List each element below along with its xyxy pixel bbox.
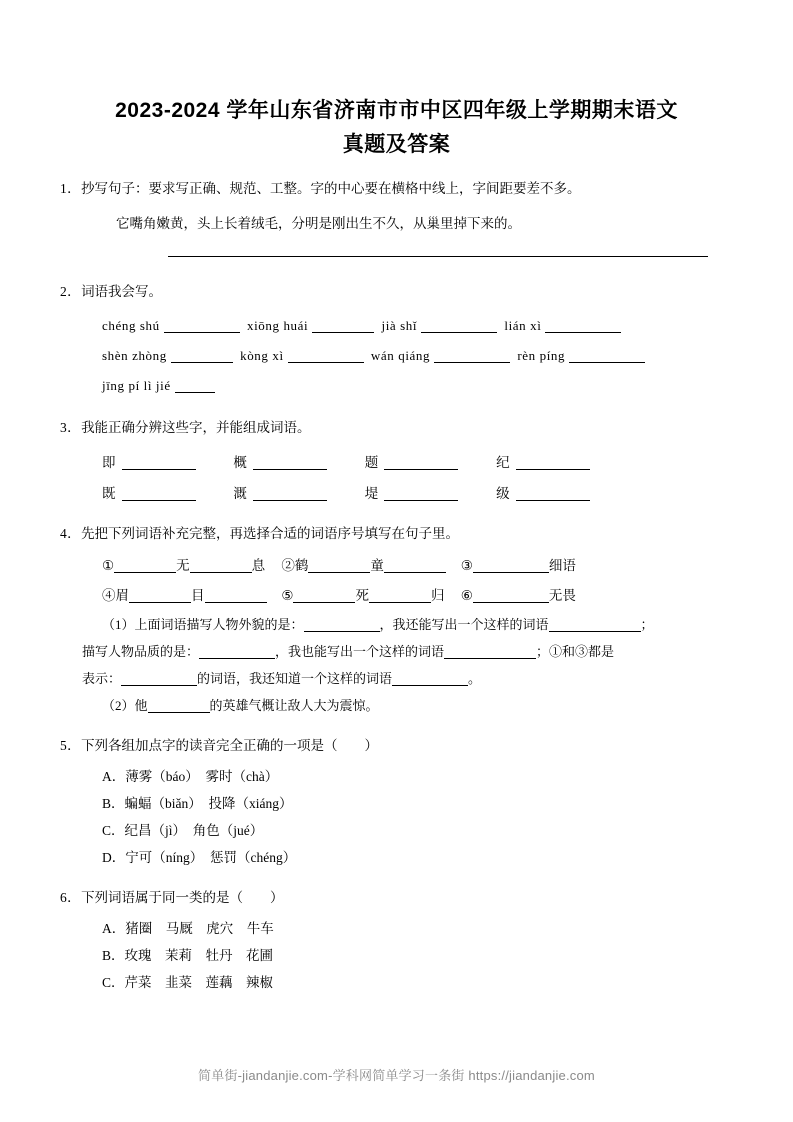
idiom-4-index: ④: [102, 588, 116, 603]
question-6-option-a[interactable]: A．猪圈 马厩 虎穴 牛车: [102, 921, 274, 936]
idiom-3-index: ③: [460, 558, 473, 573]
page-title: [60, 94, 733, 162]
question-5-option-d[interactable]: D．宁可（níng） 惩罚（chéng）: [102, 850, 297, 865]
blank[interactable]: [384, 455, 458, 470]
idiom-1: [102, 551, 278, 581]
idiom-2: [281, 551, 457, 581]
char-cell: [233, 478, 361, 509]
question-5-option-c[interactable]: C．纪昌（jì） 角色（jué）: [102, 823, 264, 838]
blank[interactable]: [253, 486, 327, 501]
question-4-sub-2: [60, 638, 733, 665]
blank[interactable]: [384, 558, 446, 573]
pinyin-chengshu: chéng shú: [102, 318, 160, 333]
char-ji4: 级: [496, 486, 510, 501]
pinyin-shenzhong: shèn zhòng: [102, 348, 167, 363]
char-ti: 题: [364, 455, 379, 470]
question-3-row-2: [60, 478, 733, 509]
blank[interactable]: [164, 318, 240, 333]
question-4-text: 先把下列词语补充完整，再选择合适的词语序号填写在句子里。: [81, 526, 460, 541]
blank[interactable]: [369, 588, 431, 603]
q4-sub4-b: 的英雄气概让敌人大为震惊。: [209, 698, 379, 713]
char-cell: [233, 447, 361, 478]
question-2-text: 词语我会写。: [81, 284, 163, 299]
blank[interactable]: [129, 588, 191, 603]
q4-sub3-a: 表示：: [82, 671, 122, 686]
blank[interactable]: [304, 617, 380, 632]
blank[interactable]: [288, 348, 364, 363]
pinyin-kongxi: kòng xì: [240, 348, 284, 363]
idiom-1-part-3: 息: [251, 558, 266, 573]
idiom-4: [102, 581, 278, 611]
question-2-row-2: [60, 341, 733, 371]
idiom-4-part-2: 目: [191, 588, 205, 603]
idiom-2-part-2: 童: [370, 558, 384, 573]
idiom-2-part-1: 鹤: [294, 558, 309, 573]
idiom-5-part-3: 归: [430, 588, 445, 603]
question-3-text: 我能正确分辨这些字，并能组成词语。: [81, 420, 311, 435]
blank[interactable]: [293, 588, 355, 603]
q4-sub1-c: ；: [640, 617, 654, 632]
blank[interactable]: [122, 486, 196, 501]
char-cell: [365, 447, 493, 478]
blank[interactable]: [114, 558, 176, 573]
blank[interactable]: [308, 558, 370, 573]
blank[interactable]: [199, 644, 275, 659]
blank[interactable]: [392, 671, 468, 686]
blank[interactable]: [384, 486, 458, 501]
q4-sub3-b: 的词语，我还知道一个这样的词语: [197, 671, 393, 686]
question-1-sentence: 它嘴角嫩黄，头上长着绒毛，分明是刚出生不久，从巢里掉下来的。: [116, 216, 521, 231]
q4-sub1-b: ，我还能写出一个这样的词语: [379, 617, 549, 632]
question-1-stem: [60, 176, 733, 202]
char-cell: [365, 478, 493, 509]
question-6-option-b[interactable]: B．玫瑰 茉莉 牡丹 花圃: [102, 948, 274, 963]
idiom-5-part-2: 死: [355, 588, 369, 603]
question-1-answer-line[interactable]: [168, 255, 708, 257]
question-1-number: 1．: [60, 181, 82, 196]
idiom-6-part-2: 无畏: [548, 588, 576, 603]
question-6-text: 下列词语属于同一类的是（ ）: [81, 890, 284, 905]
question-2-row-3: [60, 371, 733, 401]
blank[interactable]: [569, 348, 645, 363]
blank[interactable]: [434, 348, 510, 363]
question-3-stem: [60, 415, 733, 441]
question-4-sub-4: [60, 692, 733, 719]
q4-sub2-c: ；①和③都是: [536, 644, 615, 659]
blank[interactable]: [473, 588, 549, 603]
question-3: [60, 415, 733, 509]
blank[interactable]: [444, 644, 536, 659]
blank[interactable]: [516, 486, 590, 501]
char-ji1: 即: [102, 455, 116, 470]
q4-sub2-a: 描写人物品质的是：: [82, 644, 200, 659]
question-3-number: 3．: [60, 420, 82, 435]
idiom-1-part-2: 无: [176, 558, 190, 573]
idiom-6-index: ⑥: [460, 588, 473, 603]
pinyin-lianxi: lián xì: [504, 318, 542, 333]
question-4-sub-3: [60, 665, 733, 692]
blank[interactable]: [190, 558, 252, 573]
question-1: [60, 176, 733, 257]
question-4-idiom-row-1: [60, 551, 733, 581]
blank[interactable]: [148, 698, 210, 713]
blank[interactable]: [253, 455, 327, 470]
page-title-line2: 真题及答案: [342, 133, 451, 156]
idiom-1-index: ①: [102, 558, 115, 573]
blank[interactable]: [473, 558, 549, 573]
pinyin-wanqiang: wán qiáng: [370, 348, 431, 363]
question-2-row-1: [60, 311, 733, 341]
blank[interactable]: [121, 671, 197, 686]
idiom-2-index: ②: [281, 558, 295, 573]
blank[interactable]: [549, 617, 641, 632]
question-5-text: 下列各组加点字的读音完全正确的一项是（ ）: [81, 738, 379, 753]
pinyin-renping: rèn píng: [517, 348, 566, 363]
question-1-text: 抄写句子：要求写正确、规范、工整。字的中心要在横格中线上，字间距要差不多。: [81, 181, 581, 196]
char-cell: [496, 447, 624, 478]
q4-sub4-a: （2）他: [102, 698, 148, 713]
question-6-number: 6．: [60, 890, 82, 905]
question-6-stem: [60, 885, 733, 911]
blank[interactable]: [205, 588, 267, 603]
question-4-idiom-row-2: [60, 581, 733, 611]
footer-watermark: 简单街-jiandanjie.com-学科网简单学习一条街 https://jiandanjie.com: [198, 1068, 595, 1083]
char-ji2: 纪: [496, 455, 510, 470]
question-2: [60, 279, 733, 401]
question-4-sub-1: [60, 611, 733, 638]
question-2-number: 2．: [60, 284, 82, 299]
question-5-number: 5．: [60, 738, 82, 753]
char-cell: [102, 447, 230, 478]
char-cell: [102, 478, 230, 509]
idiom-5: [281, 581, 457, 611]
char-gai: 概: [233, 455, 247, 470]
question-6-option-c[interactable]: C．芹菜 韭菜 莲藕 辣椒: [102, 975, 274, 990]
idiom-3-part-2: 细语: [548, 558, 576, 573]
blank[interactable]: [312, 318, 374, 333]
char-gai2: 溉: [233, 486, 247, 501]
q4-sub2-b: ，我也能写出一个这样的词语: [275, 644, 445, 659]
char-di: 堤: [364, 486, 379, 501]
page-title-line1: 2023-2024 学年山东省济南市市中区四年级上学期期末语文: [115, 99, 678, 122]
blank[interactable]: [175, 378, 215, 393]
question-6: [60, 885, 733, 996]
char-ji3: 既: [102, 486, 116, 501]
idiom-6: [461, 581, 637, 611]
q4-sub1-a: （1）上面词语描写人物外貌的是：: [102, 617, 304, 632]
pinyin-jiashi: jià shǐ: [381, 318, 418, 333]
blank[interactable]: [421, 318, 497, 333]
question-4-number: 4．: [60, 526, 82, 541]
idiom-5-index: ⑤: [281, 588, 294, 603]
question-5-option-b[interactable]: B．蝙蝠（biǎn） 投降（xiáng）: [102, 796, 293, 811]
blank[interactable]: [545, 318, 621, 333]
question-5: [60, 733, 733, 871]
pinyin-xionghuai: xiōng huái: [247, 318, 309, 333]
blank[interactable]: [171, 348, 233, 363]
blank[interactable]: [122, 455, 196, 470]
pinyin-jingpilijie: jīng pí lì jié: [102, 378, 171, 393]
blank[interactable]: [516, 455, 590, 470]
question-4-stem: [60, 521, 733, 547]
question-3-row-1: [60, 447, 733, 478]
question-5-stem: [60, 733, 733, 759]
idiom-3: [461, 551, 637, 581]
idiom-4-part-1: 眉: [115, 588, 129, 603]
question-2-stem: [60, 279, 733, 305]
question-4: [60, 521, 733, 719]
char-cell: [496, 478, 624, 509]
q4-sub3-c: 。: [468, 671, 482, 686]
question-5-option-a[interactable]: A．薄雾（báo） 雾时（chà）: [102, 769, 279, 784]
